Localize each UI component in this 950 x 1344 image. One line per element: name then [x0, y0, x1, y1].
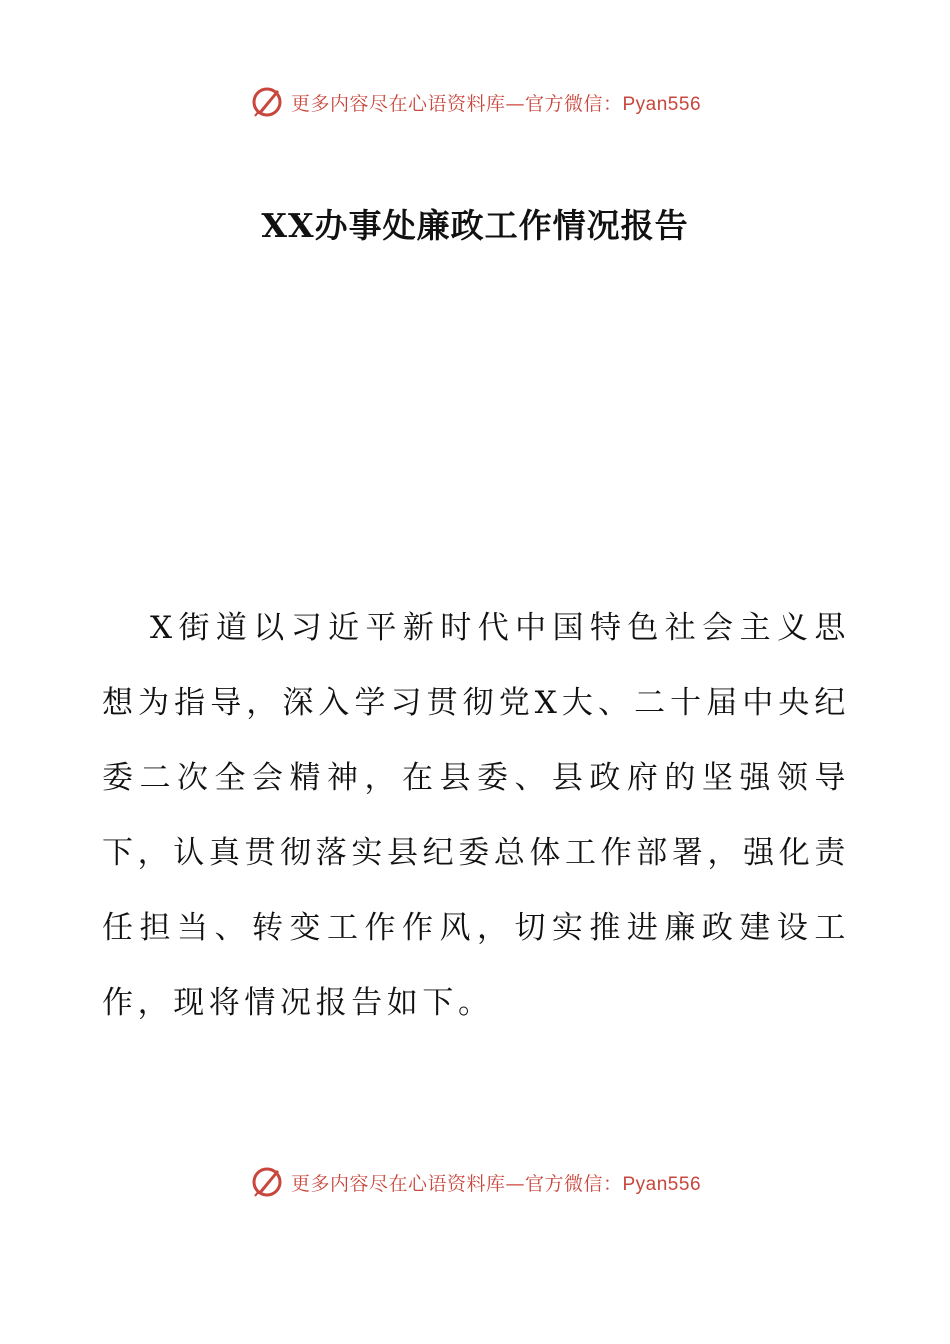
body-paragraph: X街道以习近平新时代中国特色社会主义思想为指导，深入学习贯彻党X大、二十届中央纪委二次全会精神，在县委、县政府的坚强领导下，认真贯彻落实县纪委总体工作部署，强化责任担当、转变工作作风，切实推进廉政建设工作，现将情况报告如下。 [102, 610, 850, 1021]
document-title: XX办事处廉政工作情况报告 [261, 206, 689, 245]
banner-handle: Pyan556 [622, 1173, 702, 1195]
banner-text [291, 1169, 701, 1196]
banner-text [291, 89, 701, 116]
banner-label: 更多内容尽在心语资料库—官方微信： [290, 1172, 623, 1195]
header-banner [0, 82, 950, 122]
banner-handle: Pyan556 [622, 93, 702, 115]
footer-banner [0, 1162, 950, 1202]
quill-logo-icon [249, 1164, 285, 1200]
quill-logo-icon [249, 84, 285, 120]
banner-label: 更多内容尽在心语资料库—官方微信： [290, 92, 623, 115]
